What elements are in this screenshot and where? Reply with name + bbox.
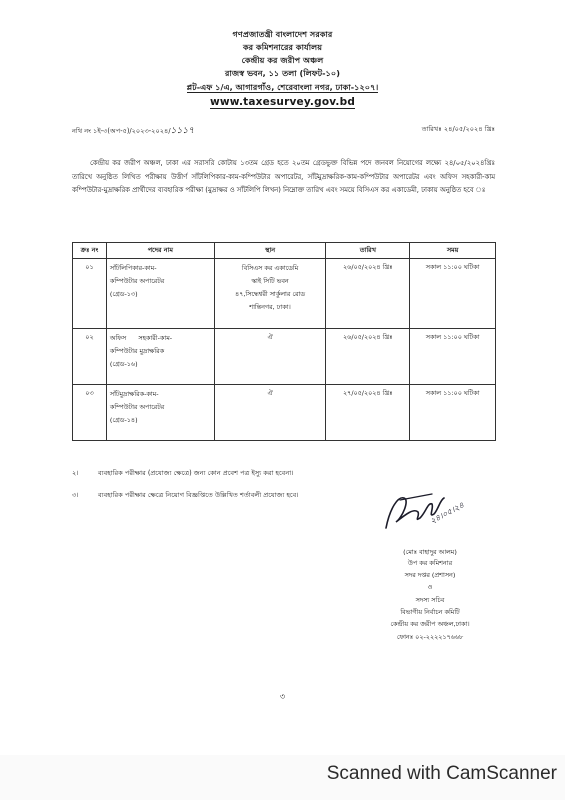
notice-body-paragraph: কেন্দ্রীয় কর জরীপ অঞ্চল, ঢাকা এর সরাসরি কোটায় ১৩তম গ্রেড হতে ২০তম গ্রেডভুক্ত বিভিন্ন পদে জনবল নিয়োগের লক্ষ্যে ২৪/০৫/২০২৪খ্রিঃ তারিখে অনুষ্ঠিত লিখিত পরীক্ষায় উত্তীর্ণ সাঁটলিপিকার-কাম-কম্পিউটার অপারেটর, সাঁটমুদ্রাক্ষরিক-কাম-কম্পিউটার অপারেটর এবং অফিস সহকারী-কাম কম্পিউটার-মুদ্রাক্ষরিক প্রার্থীদের ব্যবহারিক পরীক্ষা (মুদ্রাক্ষর ও সাঁটলিপি লিখন) নিম্নোক্ত তারিখ এবং সময়ে বিসিএস কর একাডেমী, ঢাকায় অনুষ্ঠিত হবে ঃ xyxy=(72,159,495,195)
col-header-post: পদের নাম xyxy=(106,243,214,259)
signatory-role: সদস্য সচিব xyxy=(415,596,445,604)
plot-address: প্লট-এফ ১/এ, আগারগাঁও, শেরেবাংলা নগর, ঢাকা-১২০৭। xyxy=(186,82,379,92)
cell-post: অফিস সহকারী-কাম- কম্পিউটার মুদ্রাক্ষরিক (গ্রেড-১৬) xyxy=(106,329,214,385)
website-link[interactable]: www.taxesurvey.gov.bd xyxy=(209,96,356,108)
memo-date: তারিখঃ ২৪/০৫/২০২৪ খ্রিঃ xyxy=(421,125,495,133)
cell-time: সকাল ১১:০০ ঘটিকা xyxy=(410,329,496,385)
table-header-row xyxy=(73,243,496,259)
scanner-watermark: Scanned with CamScanner xyxy=(326,763,557,784)
building-address: রাজস্ব ভবন, ১১ তলা (লিফট-১০) xyxy=(225,68,340,78)
exam-schedule-table xyxy=(72,242,496,441)
table-row xyxy=(73,329,496,385)
note-number: ৩। xyxy=(72,491,79,499)
handwritten-signature xyxy=(380,488,472,534)
note-text: ব্যবহারিক পরীক্ষার ক্ষেত্রে নিয়োগ বিজ্ঞপ্তিতে উল্লিখিত শর্তাবলী প্রযোজ্য হবে। xyxy=(98,491,299,499)
page-number: ৩ xyxy=(279,692,286,701)
cell-serial: ০৩ xyxy=(73,385,107,441)
signature-date: ২৪।০৫।২৪ xyxy=(428,500,466,526)
cell-time: সকাল ১১:০০ ঘটিকা xyxy=(410,259,496,329)
col-header-venue: স্থান xyxy=(214,243,326,259)
office-name: কর কমিশনারের কার্যালয় xyxy=(242,42,323,52)
cell-serial: ০১ xyxy=(73,259,107,329)
signatory-title: উপ কর কমিশনার xyxy=(407,559,453,567)
signatory-dept: সদর দপ্তর (প্রশাসন) xyxy=(404,571,456,579)
signatory-name: (মোঃ বাহাদুর আলম) xyxy=(403,548,457,556)
govt-title: গণপ্রজাতন্ত্রী বাংলাদেশ সরকার xyxy=(232,29,333,39)
col-header-serial: ক্রঃ নং xyxy=(73,243,107,259)
table-row xyxy=(73,385,496,441)
cell-post: সাঁটমুদ্রাক্ষরিক-কাম- কম্পিউটার অপারেটর (গ্রেড-১৪) xyxy=(106,385,214,441)
memo-number: নথি নং ১ই-৩(অপ-৫)/২০২৩-২০২৪/১১১৭ xyxy=(72,126,194,136)
signatory-phone: ফোনঃ ০২-২২২২১৭৬৬৮ xyxy=(396,633,464,641)
cell-date: ২৬/০৫/২০২৪ খ্রিঃ xyxy=(326,329,410,385)
col-header-time: সময় xyxy=(410,243,496,259)
signatory-and: ও xyxy=(427,583,433,591)
memo-handwritten-number: ১১১৭ xyxy=(170,126,194,136)
cell-venue: ঐ xyxy=(214,329,326,385)
zone-name: কেন্দ্রীয় কর জরীপ অঞ্চল xyxy=(241,55,324,65)
cell-venue: ঐ xyxy=(214,385,326,441)
cell-serial: ০২ xyxy=(73,329,107,385)
cell-date: ২৭/০৫/২০২৪ খ্রিঃ xyxy=(326,385,410,441)
col-header-date: তারিখ xyxy=(326,243,410,259)
cell-venue: বিসিএস কর একাডেমি স্কাই সিটি ভবন ৪৭,সিদ্ধেশ্বরী সার্কুলার রোড শান্তিনগর, ঢাকা। xyxy=(214,259,326,329)
note-text: ব্যবহারিক পরীক্ষার (প্রযোজ্য ক্ষেত্রে) জন্য কোন প্রবেশ পত্র ইস্যু করা হবেনা। xyxy=(98,469,294,477)
signatory-office: কেন্দ্রীয় কর জরীপ অঞ্চল,ঢাকা। xyxy=(390,620,470,628)
note-number: ২। xyxy=(72,469,79,477)
note-item xyxy=(72,467,502,479)
cell-time: সকাল ১১:০০ ঘটিকা xyxy=(410,385,496,441)
cell-post: সাঁটলিপিকার-কাম- কম্পিউটার অপারেটর (গ্রেড-১৩) xyxy=(106,259,214,329)
cell-date: ২৬/০৫/২০২৪ খ্রিঃ xyxy=(326,259,410,329)
table-row xyxy=(73,259,496,329)
committee-name: বিভাগীয় নির্বাচন কমিটি xyxy=(400,608,460,616)
